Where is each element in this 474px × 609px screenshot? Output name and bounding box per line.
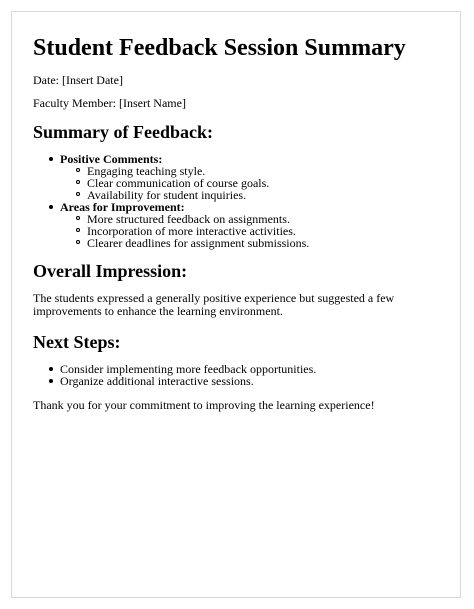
- document-title: Student Feedback Session Summary: [33, 35, 406, 61]
- areas-for-improvement-label: Areas for Improvement:: [60, 200, 185, 214]
- list-item: Consider implementing more feedback opportunities.: [33, 363, 445, 375]
- list-item: Organize additional interactive sessions.: [33, 375, 445, 387]
- list-item: Availability for student inquiries.: [60, 189, 445, 201]
- positive-comments-item: [33, 153, 445, 201]
- positive-comments-list: [60, 165, 445, 201]
- faculty-line: Faculty Member: [Insert Name]: [33, 96, 186, 110]
- document-content: [33, 34, 445, 412]
- feedback-category-list: [33, 153, 445, 249]
- date-line: Date: [Insert Date]: [33, 73, 123, 87]
- closing-line: Thank you for your commitment to improving the learning experience!: [33, 398, 375, 412]
- list-item: More structured feedback on assignments.: [60, 213, 445, 225]
- overall-impression-heading: Overall Impression:: [33, 261, 188, 281]
- summary-heading: Summary of Feedback:: [33, 122, 213, 142]
- list-item: Incorporation of more interactive activities.: [60, 225, 445, 237]
- document-page: [11, 11, 461, 598]
- next-steps-list: [33, 363, 445, 387]
- list-item: Engaging teaching style.: [60, 165, 445, 177]
- overall-impression-text: The students expressed a generally positive experience but suggested a few improvements to enhance the learning environment.: [33, 291, 395, 318]
- areas-for-improvement-list: [60, 213, 445, 249]
- areas-for-improvement-item: [33, 201, 445, 249]
- next-steps-heading: Next Steps:: [33, 332, 121, 352]
- list-item: Clearer deadlines for assignment submissions.: [60, 237, 445, 249]
- positive-comments-label: Positive Comments:: [60, 152, 163, 166]
- list-item: Clear communication of course goals.: [60, 177, 445, 189]
